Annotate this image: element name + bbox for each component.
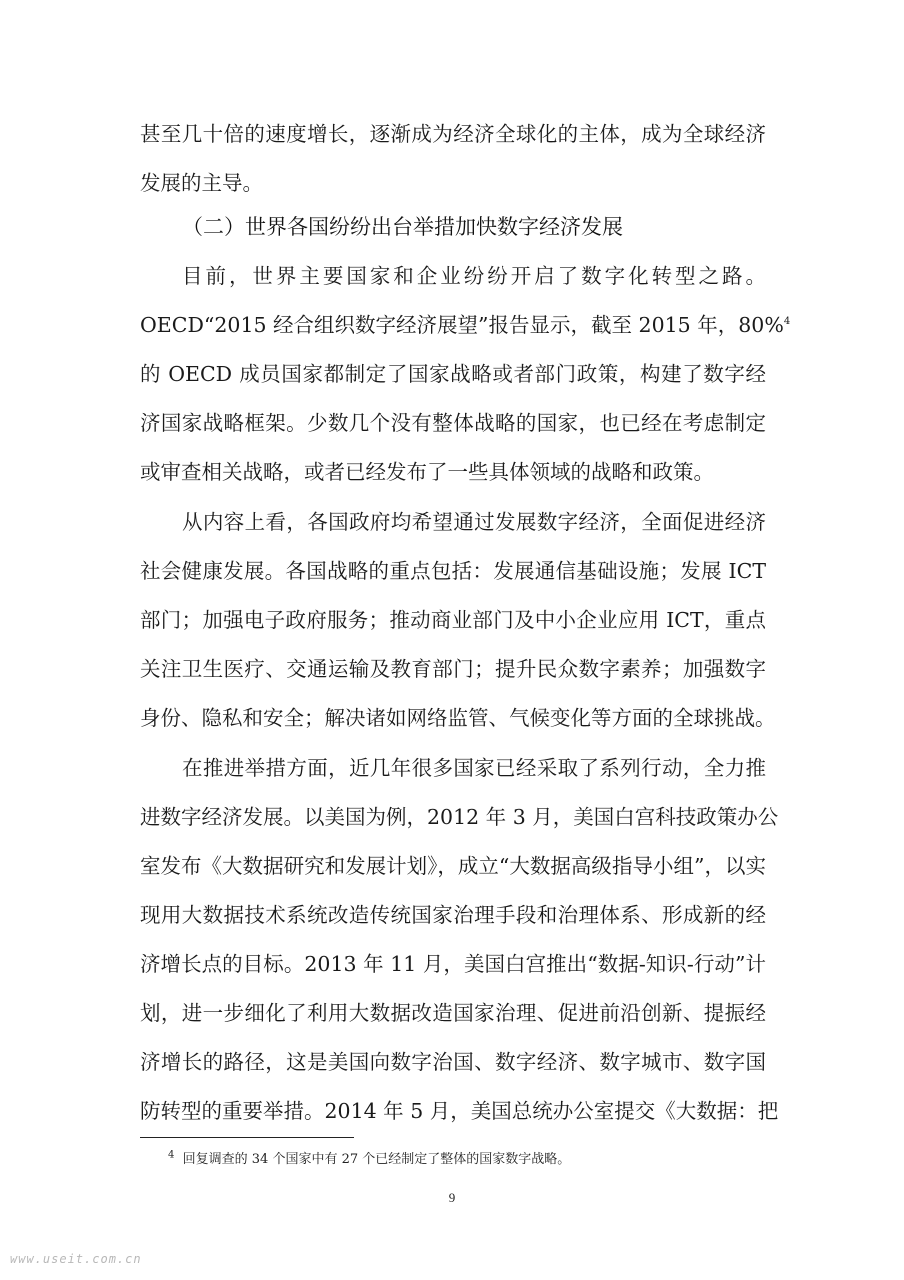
p3-line-5: 身份、隐私和安全；解决诸如网络监管、气候变化等方面的全球挑战。	[140, 706, 776, 730]
p4-line-8: 防转型的重要举措。2014 年 5 月，美国总统办公室提交《大数据：把	[140, 1099, 779, 1123]
p4-line-3: 室发布《大数据研究和发展计划》，成立“大数据高级指导小组”，以实	[140, 854, 766, 878]
p3-line-2: 社会健康发展。各国战略的重点包括：发展通信基础设施；发展 ICT	[140, 559, 766, 583]
footnote-divider	[140, 1137, 354, 1138]
p4-line-6: 划，进一步细化了利用大数据改造国家治理、促进前沿创新、提振经	[140, 1001, 766, 1025]
footnote-ref-4[interactable]: 4	[783, 316, 791, 328]
p2-line-4: 济国家战略框架。少数几个没有整体战略的国家，也已经在考虑制定	[140, 411, 766, 435]
p4-line-5: 济增长点的目标。2013 年 11 月，美国白宫推出“数据-知识-行动”计	[140, 952, 766, 976]
p3-line-1: 从内容上看，各国政府均希望通过发展数字经济，全面促进经济	[182, 510, 766, 534]
p4-line-7: 济增长的路径，这是美国向数字治国、数字经济、数字城市、数字国	[140, 1050, 766, 1074]
footnote-marker: 4	[168, 1149, 175, 1161]
site-watermark: www.useit.com.cn	[10, 1252, 142, 1266]
section-heading: （二）世界各国纷纷出台举措加快数字经济发展	[182, 215, 623, 239]
p3-line-3: 部门；加强电子政府服务；推动商业部门及中小企业应用 ICT，重点	[140, 608, 766, 632]
p2-line-1: 目前，世界主要国家和企业纷纷开启了数字化转型之路。	[182, 264, 766, 288]
p4-line-2: 进数字经济发展。以美国为例，2012 年 3 月，美国白宫科技政策办公	[140, 805, 779, 829]
p2-line-5: 或审查相关战略，或者已经发布了一些具体领域的战略和政策。	[140, 460, 714, 484]
footnote-4	[168, 1150, 570, 1170]
p1-line-2: 发展的主导。	[140, 171, 263, 195]
p1-line-1: 甚至几十倍的速度增长，逐渐成为经济全球化的主体，成为全球经济	[140, 122, 766, 146]
footnote-text: 回复调查的 34 个国家中有 27 个已经制定了整体的国家数字战略。	[182, 1152, 571, 1167]
p3-line-4: 关注卫生医疗、交通运输及教育部门；提升民众数字素养；加强数字	[140, 657, 766, 681]
p2-line-2	[140, 311, 791, 339]
p4-line-4: 现用大数据技术系统改造传统国家治理手段和治理体系、形成新的经	[140, 903, 766, 927]
p4-line-1: 在推进举措方面，近几年很多国家已经采取了系列行动，全力推	[182, 756, 766, 780]
p2-line-2-text: OECD“2015 经合组织数字经济展望”报告显示，截至 2015 年，80%	[140, 313, 784, 337]
page-number: 9	[448, 1190, 456, 1205]
p2-line-3: 的 OECD 成员国家都制定了国家战略或者部门政策，构建了数字经	[140, 362, 766, 386]
